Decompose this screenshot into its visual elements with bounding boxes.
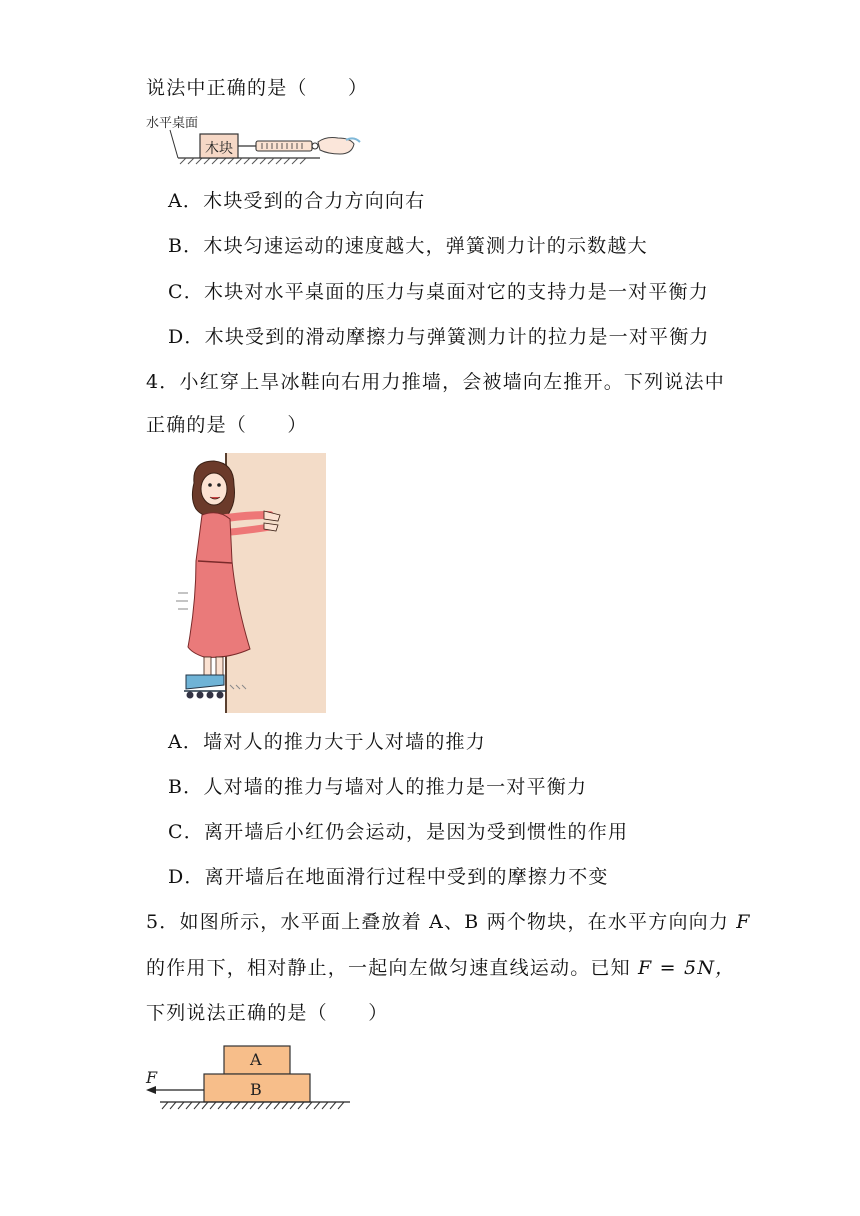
force-label: F bbox=[146, 1068, 158, 1087]
girl-pushing-wall-illustration bbox=[174, 453, 328, 713]
skate-icon bbox=[186, 675, 224, 689]
q4-stem-line2: 正确的是（ ） bbox=[146, 414, 308, 436]
q3-stem-tail: 说法中正确的是（ ） bbox=[146, 77, 369, 99]
q5-stem-line2 bbox=[146, 955, 735, 981]
q3-option-b: B．木块匀速运动的速度越大，弹簧测力计的示数越大 bbox=[168, 235, 648, 257]
q4-figure bbox=[174, 453, 328, 713]
q5-force-variable: F bbox=[736, 911, 751, 933]
q5-stem-line1-text: 5．如图所示，水平面上叠放着 A、B 两个物块，在水平方向向力 bbox=[146, 911, 737, 933]
block-label: 木块 bbox=[205, 141, 233, 157]
q3-figure bbox=[140, 112, 370, 168]
desk-hatching bbox=[180, 158, 306, 164]
desk-leader-line bbox=[170, 130, 178, 158]
q5-stem-line3: 下列说法正确的是（ ） bbox=[146, 1002, 389, 1024]
q4-option-a: A．墙对人的推力大于人对墙的推力 bbox=[168, 731, 486, 753]
ground-hatching bbox=[162, 1102, 344, 1109]
spring-scale bbox=[256, 141, 312, 151]
block-a-label: A bbox=[250, 1050, 262, 1069]
q4-stem-line1: 4．小红穿上旱冰鞋向右用力推墙，会被墙向左推开。下列说法中 bbox=[146, 371, 725, 393]
q3-option-a: A．木块受到的合力方向向右 bbox=[168, 190, 426, 212]
q4-option-d: D．离开墙后在地面滑行过程中受到的摩擦力不变 bbox=[168, 866, 609, 888]
block-b-label: B bbox=[250, 1080, 262, 1099]
desk-label: 水平桌面 bbox=[146, 116, 199, 131]
q4-option-b: B．人对墙的推力与墙对人的推力是一对平衡力 bbox=[168, 776, 588, 798]
q5-stem-line2-text: 的作用下，相对静止，一起向左做匀速直线运动。已知 bbox=[146, 957, 639, 979]
q3-option-c: C．木块对水平桌面的压力与桌面对它的支持力是一对平衡力 bbox=[168, 281, 709, 303]
q3-option-d: D．木块受到的滑动摩擦力与弹簧测力计的拉力是一对平衡力 bbox=[168, 326, 710, 348]
q5-figure bbox=[140, 1040, 360, 1120]
q5-stem-line1 bbox=[146, 909, 751, 935]
q4-option-c: C．离开墙后小红仍会运动，是因为受到惯性的作用 bbox=[168, 821, 629, 843]
arrow-head-icon bbox=[146, 1086, 156, 1094]
face bbox=[201, 473, 227, 505]
wall bbox=[226, 453, 326, 713]
q5-force-equation: F = 5N， bbox=[638, 957, 736, 979]
